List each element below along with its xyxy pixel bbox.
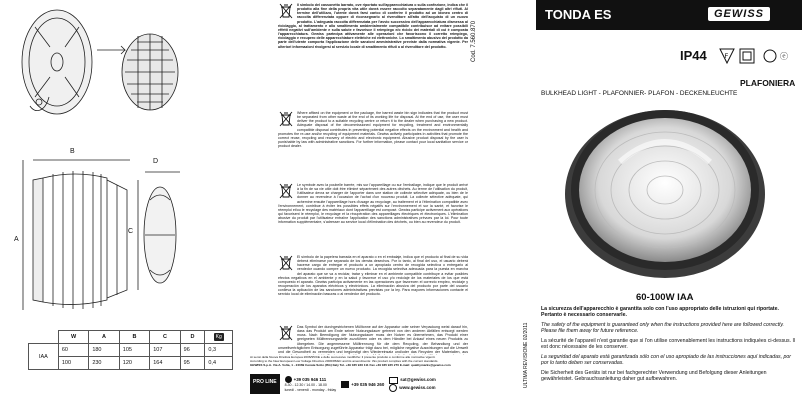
dimension-label-d: D: [153, 158, 159, 165]
footer-legal: [250, 356, 520, 368]
table-header: W: [58, 331, 88, 344]
power-rating: 60-100W IAA: [636, 292, 694, 303]
web-block: [389, 377, 436, 392]
product-category: PLAFONIERA: [740, 78, 796, 88]
weee-paragraph-fr: Le symbole avec la poubelle barrée, mis sur l'appareillage ou sur l'emballage, indique que le produit arrivé à la fin de sa vie utile doit être éliminé séparément des autres déchets. Au terme de l'utilisation du produit, l'utilisateur devra se charger de l'apporter dans une station de collecte sélective adéquate, ou bien de le donner au revendeur à l'occasion de l'achat d'un nouveau produit. La collecte sélective adéquate, qui achemine ensuite l'appareillage hors d'usage au recyclage, au traitement et à l'élimination compatible avec l'environnement, contribue à éviter les possibles effets négatifs sur l'environnement et sur la santé, et favorise le réemploi et/ou le recyclage des matériaux dont l'appareillage est composé. Gewiss participe activement aux opérations qui favorisent le réemploi, le recyclage et la récupération des appareillages électriques et électroniques. L'élimination abusive du produit par l'utilisateur entraîne l'application des sanctions administratives prévues par la loi. Pour toute information supplémentaire, s'adresser au service local d'élimination des déchets, ou bien au revendeur du produit.: [278, 183, 468, 225]
fax-block: [341, 381, 384, 388]
table-header: C: [150, 331, 180, 344]
crossed-bin-icon: [278, 325, 294, 341]
row-label: IAA: [29, 344, 59, 370]
svg-text:ⓔ: ⓔ: [780, 52, 788, 61]
safety-note-de: Die Sicherheit des Geräts ist nur bei fachgerechter Verwendung und Befolgung dieser Anleitungen gewährleistet. Gebrauchsanleitung daher gut aufbewahren.: [541, 370, 767, 382]
phone-number: +39 035 946 111: [293, 376, 327, 382]
safety-note-es: La seguridad del aparato está garantizada sólo con el uso apropiado de las instrucciones aquí indicadas, por por lo tanto deben ser conservadas.: [541, 354, 792, 366]
brand-logo: GEWISS: [708, 7, 770, 21]
product-subtitle: BULKHEAD LIGHT - PLAFONNIER- PLAFON - DECKENLEUCHTE: [541, 90, 738, 97]
product-code: Cod. 7.560.870: [471, 20, 477, 62]
ce-mark-icon: [764, 50, 776, 62]
table-header: B: [119, 331, 149, 344]
weee-paragraph-it: Il simbolo del cassonetto barrato, ove riportato sull'apparecchiatura o sulla confezione, indica che il prodotto alla fine della propria vita utile dovrà essere raccolto separatamente dagli altri rifiuti. Al termine dell'utilizzo, l'utente dovrà farsi carico di conferire il prodotto ad un idoneo centro di raccolta differenziata oppure di riconsegnarlo al rivenditore all'atto dell'acquisto di un nuovo prodotto. L'adeguata raccolta differenziata per l'avvio successivo dell'apparecchiatura dismessa al riciclaggio, al trattamento e allo smaltimento ambientalmente compatibile contribuisce ad evitare possibili effetti negativi sull'ambiente e sulla salute e favorisce il reimpiego e/o riciclo dei materiali di cui è composta l'apparecchiatura. Gewiss partecipa attivamente alle operazioni che favoriscono il corretto reimpiego, riciclaggio e recupero delle apparecchiature elettriche ed elettroniche. Lo smaltimento abusivo del prodotto da parte dell'utente comporta l'applicazione delle sanzioni amministrative previste dalla normativa vigente. Per ulteriori informazioni rivolgersi al servizio locale di smaltimento rifiuti o al rivenditore del prodotto.: [278, 3, 468, 49]
product-image: [560, 102, 770, 282]
company-address: GEWISS S.p.A. Via A. Volta, 1 - 24069 Cenate Sotto (BG) Italy Tel. +39 035 946 111 Fax +39 035 945 270 E-mail: qualitymarks@gewiss.com: [250, 362, 451, 367]
fax-number: +39 035 946 260: [351, 381, 385, 387]
product-name: TONDA ES: [545, 7, 612, 22]
fax-icon: [341, 381, 349, 388]
table-cell: 120: [119, 357, 149, 370]
safety-notes: [541, 306, 796, 382]
table-cell: 0,4: [205, 357, 233, 370]
weight-header: [205, 331, 233, 344]
safety-note-en: The safety of the equipment is guaranteed only when the instructions provided here are followed correctly. Please file them away for future reference.: [541, 322, 784, 334]
weee-column-de: [278, 325, 468, 355]
phone-icon: [285, 376, 292, 383]
weee-paragraph-es: El símbolo de la papelera barrada en el aparato o en el embalaje, indica que el producto al final de su vida deberá eliminarse por separado de los demás desechos. Por lo tanto, al final del uso, el usuario deberá hacerse cargo de entregar el producto a un apropiado centro de recogida selectiva o entregarlo al vendedor cuando compre un nuevo producto. La recogida selectiva adecuada para la puesta en marcha del aparato que se va a reciclar, tratar y eliminar en el ambiente compatible contribuye a evitar posibles efectos negativos en el ambiente y en la salud y favorece el uso y/o reciclaje de los materiales de los que está compuesto el aparato. Gewiss participa activamente en las operaciones que favorecen el correcto empleo, reciclaje y recuperación de los aparatos eléctricos y electrónicos. La eliminación abusiva del producto por parte del usuario conlleva la aplicación de las sanciones administrativas previstas por la ley. Para mayores informaciones contacte el servicio local de eliminación basuras o al vendedor del producto.: [278, 255, 468, 297]
crossed-bin-icon: [278, 3, 294, 19]
class-ii-icon: [740, 49, 754, 63]
table-header-row: [29, 331, 233, 344]
footer-contacts: [250, 373, 520, 395]
crossed-bin-icon: [278, 183, 294, 199]
table-row: [29, 357, 233, 370]
safety-note-it: La sicurezza dell'apparecchio è garantita solo con l'uso appropriato delle istruzioni qui riportate. Pertanto è necessario conservarle.: [541, 306, 779, 318]
support-days: lunedì - venerdì - monday - friday: [284, 387, 337, 392]
weee-column: [278, 3, 468, 325]
table-cell: 96: [180, 344, 205, 357]
revision-note: ULTIMA REVISIONE 02/2011: [523, 322, 529, 388]
dimension-label-c: C: [128, 228, 134, 235]
installation-drawing: [5, 2, 185, 124]
table-row: [29, 344, 233, 357]
crossed-bin-icon: [278, 255, 294, 271]
table-cell: 100: [58, 357, 88, 370]
weee-paragraph-en: Where affixed on the equipment or the package, the barred waste bin sign indicates that the product must be separated from other waste at the end of its working life for disposal. At the end of use, the user must deliver the product to a suitable recycling centre or return it to the dealer when purchasing a new product. Adequate disposal of the decommissioned equipment for recycling, treatment and environmentally compatible disposal contributes in preventing potential negative effects on the environment and health and promotes the re-use and/or recycling of equipment materials. Gewiss actively participates in activities that promote the correct reuse, recycling and recovery of electric and electronic equipment. Abusive product disposal by the user is punishable by law with administrative sanctions. For further information, please contact your local sanitation service or product dealer.: [278, 111, 468, 149]
table-cell: 105: [119, 344, 149, 357]
phone-block: [285, 376, 337, 391]
svg-text:F: F: [724, 54, 729, 60]
crossed-bin-icon: [278, 111, 294, 127]
table-cell: 0,3: [205, 344, 233, 357]
email-icon: [389, 377, 398, 384]
legal-en: According to the New European Low Voltage Directive 2006/95/EC and its amendments: this product complies with the current standards.: [250, 358, 439, 363]
legal-it: Ai sensi della Nuova Direttiva Europea 2006/95/CE e delle successive modifiche: il presente prodotto è conforme alle normative vigenti.: [250, 355, 436, 359]
table-cell: 164: [150, 357, 180, 370]
table-header: A: [89, 331, 119, 344]
dimension-label-a: A: [14, 236, 19, 243]
table-cell: 230: [89, 357, 119, 370]
pro-line-logo: PRO LINE: [250, 374, 280, 394]
safety-note-fr: La sécurité de l'appareil n'est garantie que si l'on utilise convenablement les instructions indiquées ci-dessus. Il est donc nécessaire de les conserver.: [541, 338, 796, 350]
globe-icon: [389, 384, 397, 392]
dimension-label-b: B: [70, 148, 75, 155]
certification-icons: [718, 47, 798, 65]
ip-rating: IP44: [680, 48, 707, 63]
table-header: D: [180, 331, 205, 344]
weight-kg-icon: Kg: [215, 334, 222, 340]
support-hours: 8.30 - 12.30 / 14.00 - 18.00: [284, 383, 327, 388]
table-cell: 95: [180, 357, 205, 370]
table-cell: 180: [89, 344, 119, 357]
website: www.gewiss.com: [399, 384, 436, 390]
table-cell: 107: [150, 344, 180, 357]
table-cell: 60: [58, 344, 88, 357]
support-email: sat@gewiss.com: [400, 377, 436, 382]
dimensions-table: [28, 330, 233, 370]
weee-paragraph-de: Das Symbol der durchgestrichenen Mülltonne auf der Apparatur oder seiner Verpackung weist darauf hin, dass das Produkt am Ende seiner Nutzungsdauer getrennt von den anderen Abfällen entsorgt werden muss. Nach Beendigung der Nutzungsdauer muss der Nutzer es übernehmen, das Produkt einer geeigneten Mülltrennungsstelle zuzuführen oder es dem Händler bei Ankauf eines neuen Produkts zu übergeben. Die angemessene Mülltrennung für die dem Recycling, der Behandlung und der umweltverträglichen Entsorgung zugeführte Apparatur trägt dazu bei, mögliche negative Auswirkungen auf die Umwelt und die Gesundheit zu vermeiden und begünstigt den Wiedereinsatz und/oder das Recyclen der Materialien, aus: [278, 325, 468, 354]
dimension-drawing: [5, 150, 185, 320]
